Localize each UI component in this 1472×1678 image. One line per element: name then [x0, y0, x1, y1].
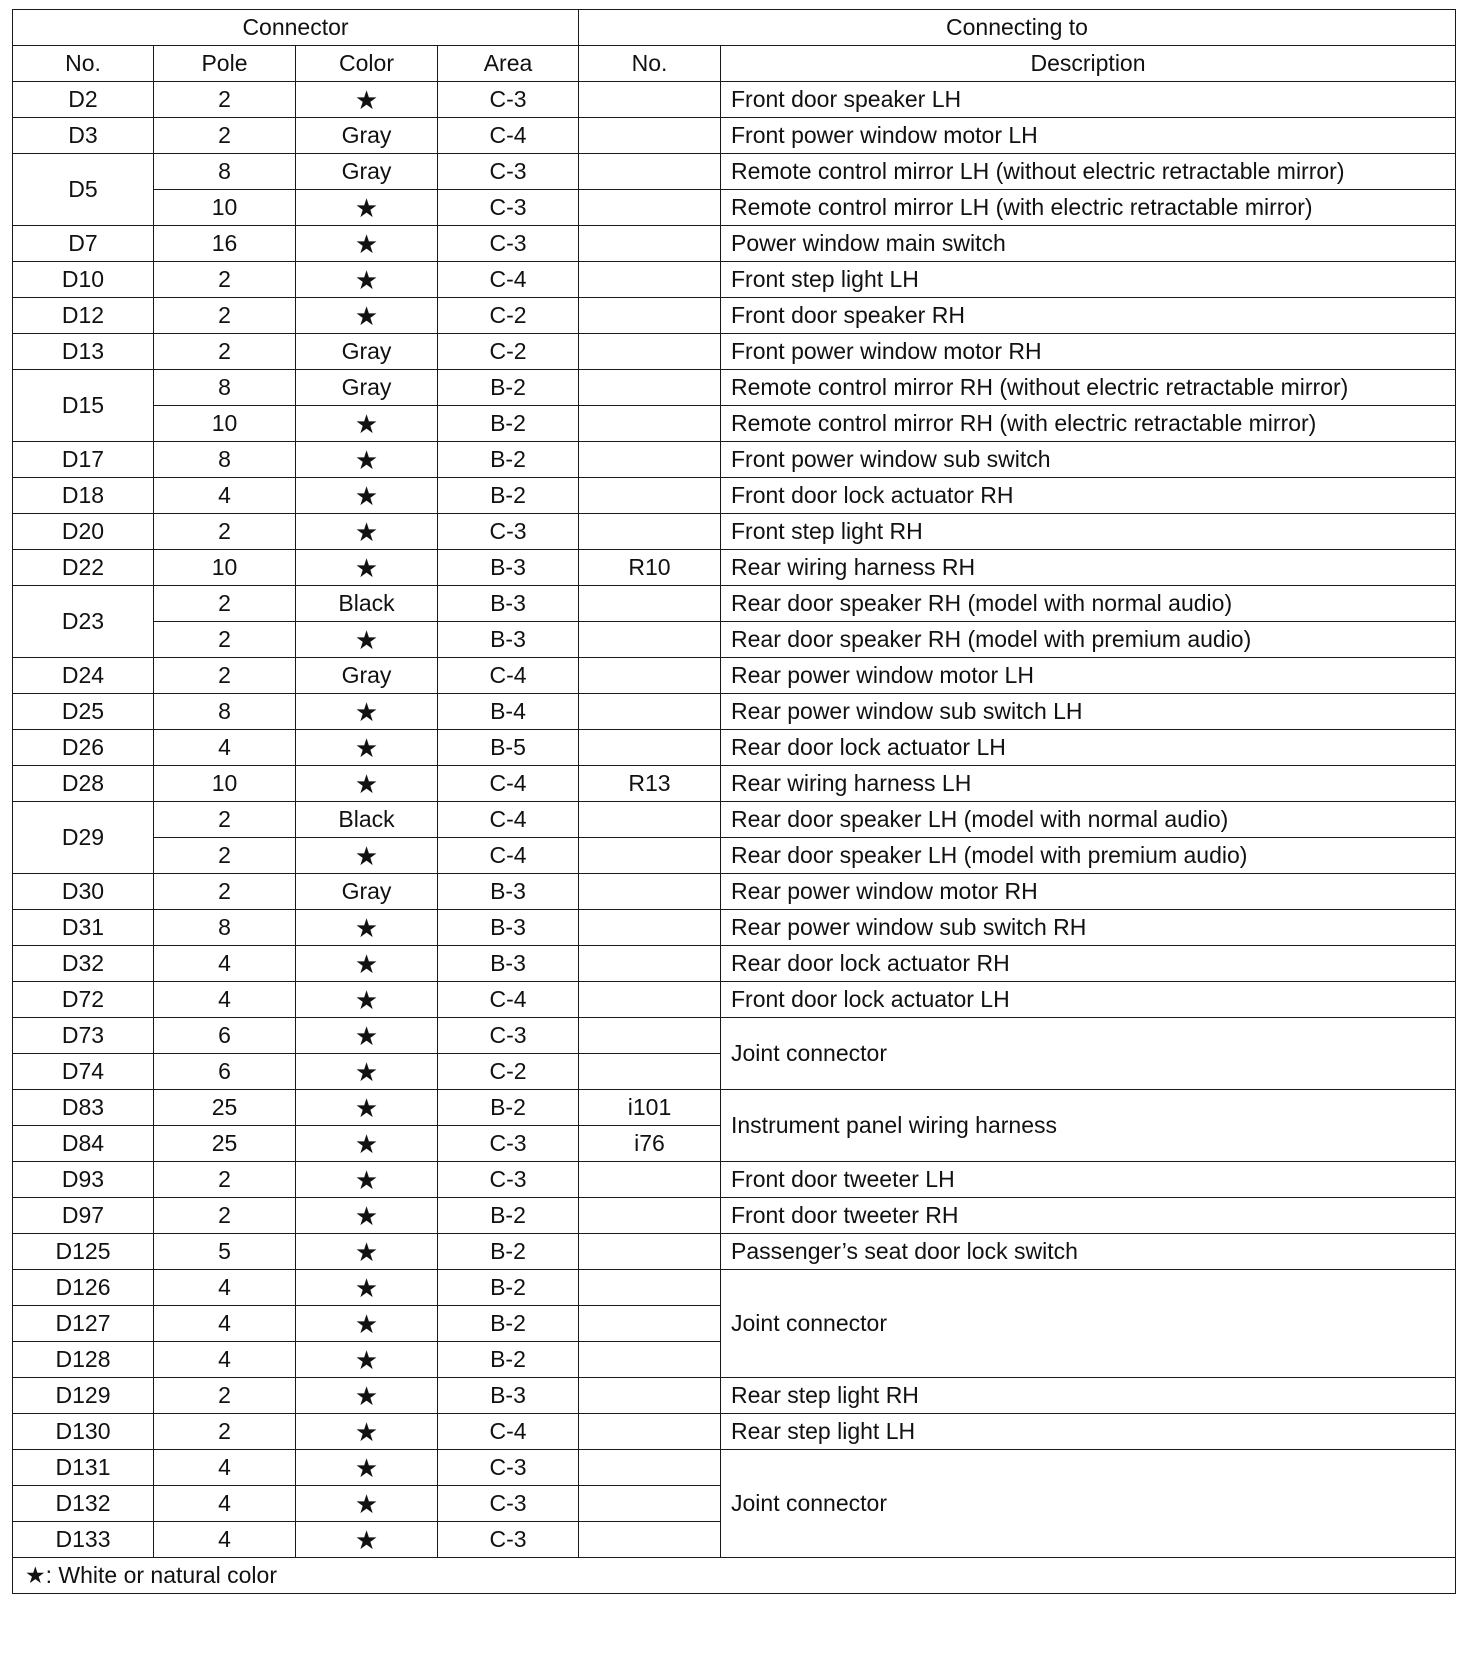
area-cell: C-3: [438, 82, 579, 118]
header-color: Color: [296, 46, 438, 82]
color-cell: ★: [296, 1162, 438, 1198]
area-cell: B-3: [438, 586, 579, 622]
color-cell: ★: [296, 982, 438, 1018]
color-cell: ★: [296, 1270, 438, 1306]
color-cell: ★: [296, 1306, 438, 1342]
connector-no-cell: D18: [13, 478, 154, 514]
pole-cell: 2: [154, 334, 296, 370]
header-connecting-no: No.: [579, 46, 721, 82]
description-cell: Rear wiring harness RH: [721, 550, 1456, 586]
connecting-no-cell: [579, 1234, 721, 1270]
table-row: [13, 586, 1456, 622]
color-cell: ★: [296, 1054, 438, 1090]
area-cell: C-4: [438, 838, 579, 874]
area-cell: B-3: [438, 910, 579, 946]
table-row: [13, 1270, 1456, 1306]
table-row: [13, 802, 1456, 838]
pole-cell: 10: [154, 550, 296, 586]
pole-cell: 8: [154, 910, 296, 946]
table-row: [13, 334, 1456, 370]
description-cell: Front door tweeter RH: [721, 1198, 1456, 1234]
color-cell: ★: [296, 262, 438, 298]
connector-no-cell: D24: [13, 658, 154, 694]
pole-cell: 10: [154, 406, 296, 442]
connecting-no-cell: [579, 118, 721, 154]
pole-cell: 4: [154, 1450, 296, 1486]
connector-no-cell: D133: [13, 1522, 154, 1558]
description-cell: Front door lock actuator LH: [721, 982, 1456, 1018]
connecting-no-cell: [579, 1414, 721, 1450]
connector-no-cell: D12: [13, 298, 154, 334]
header-pole: Pole: [154, 46, 296, 82]
connector-no-cell: D130: [13, 1414, 154, 1450]
description-cell: Remote control mirror LH (without electric retractable mirror): [721, 154, 1456, 190]
connector-no-cell: D126: [13, 1270, 154, 1306]
connecting-no-cell: [579, 946, 721, 982]
pole-cell: 4: [154, 730, 296, 766]
area-cell: C-3: [438, 1486, 579, 1522]
table-row: [13, 1090, 1456, 1126]
pole-cell: 25: [154, 1126, 296, 1162]
table-row: [13, 226, 1456, 262]
pole-cell: 16: [154, 226, 296, 262]
connector-no-cell: D97: [13, 1198, 154, 1234]
color-cell: ★: [296, 622, 438, 658]
header-no: No.: [13, 46, 154, 82]
area-cell: B-2: [438, 1090, 579, 1126]
color-cell: ★: [296, 406, 438, 442]
area-cell: C-2: [438, 334, 579, 370]
color-cell: Black: [296, 802, 438, 838]
area-cell: C-4: [438, 802, 579, 838]
connector-no-cell: D32: [13, 946, 154, 982]
area-cell: B-3: [438, 622, 579, 658]
area-cell: C-2: [438, 1054, 579, 1090]
connecting-no-cell: [579, 1018, 721, 1054]
connector-no-cell: D30: [13, 874, 154, 910]
color-cell: ★: [296, 1198, 438, 1234]
description-cell: Rear power window sub switch RH: [721, 910, 1456, 946]
description-cell: Joint connector: [721, 1450, 1456, 1558]
area-cell: C-3: [438, 1126, 579, 1162]
area-cell: C-4: [438, 766, 579, 802]
area-cell: C-4: [438, 658, 579, 694]
table-row: [13, 1378, 1456, 1414]
connecting-no-cell: [579, 730, 721, 766]
header-description: Description: [721, 46, 1456, 82]
table-row: [13, 838, 1456, 874]
description-cell: Front power window motor LH: [721, 118, 1456, 154]
area-cell: B-2: [438, 1198, 579, 1234]
connecting-no-cell: [579, 190, 721, 226]
connector-no-cell: D125: [13, 1234, 154, 1270]
connector-no-cell: D74: [13, 1054, 154, 1090]
table-row: [13, 514, 1456, 550]
table-row: [13, 622, 1456, 658]
pole-cell: 8: [154, 694, 296, 730]
connecting-no-cell: [579, 1522, 721, 1558]
header-area: Area: [438, 46, 579, 82]
table-row: [13, 370, 1456, 406]
area-cell: B-3: [438, 946, 579, 982]
description-cell: Remote control mirror RH (with electric retractable mirror): [721, 406, 1456, 442]
area-cell: B-2: [438, 1270, 579, 1306]
pole-cell: 10: [154, 766, 296, 802]
description-cell: Remote control mirror RH (without electric retractable mirror): [721, 370, 1456, 406]
area-cell: B-3: [438, 550, 579, 586]
connector-no-cell: D72: [13, 982, 154, 1018]
description-cell: Front step light LH: [721, 262, 1456, 298]
description-cell: Front door speaker LH: [721, 82, 1456, 118]
pole-cell: 2: [154, 802, 296, 838]
color-cell: ★: [296, 946, 438, 982]
connecting-no-cell: [579, 154, 721, 190]
area-cell: C-4: [438, 982, 579, 1018]
description-cell: Joint connector: [721, 1270, 1456, 1378]
connecting-no-cell: [579, 982, 721, 1018]
table-row: [13, 1414, 1456, 1450]
connector-no-cell: D83: [13, 1090, 154, 1126]
connector-no-cell: D2: [13, 82, 154, 118]
area-cell: B-3: [438, 1378, 579, 1414]
connector-no-cell: D15: [13, 370, 154, 442]
color-cell: ★: [296, 1378, 438, 1414]
description-cell: Rear step light RH: [721, 1378, 1456, 1414]
area-cell: C-3: [438, 190, 579, 226]
pole-cell: 2: [154, 622, 296, 658]
connecting-no-cell: [579, 226, 721, 262]
pole-cell: 2: [154, 1414, 296, 1450]
color-cell: ★: [296, 226, 438, 262]
pole-cell: 2: [154, 1198, 296, 1234]
connecting-no-cell: [579, 694, 721, 730]
color-cell: ★: [296, 694, 438, 730]
color-cell: Gray: [296, 370, 438, 406]
area-cell: C-3: [438, 226, 579, 262]
color-cell: ★: [296, 1090, 438, 1126]
pole-cell: 4: [154, 982, 296, 1018]
color-cell: Gray: [296, 334, 438, 370]
connecting-no-cell: [579, 370, 721, 406]
table-row: [13, 1018, 1456, 1054]
color-cell: ★: [296, 514, 438, 550]
pole-cell: 2: [154, 838, 296, 874]
color-cell: ★: [296, 766, 438, 802]
table-row: [13, 1162, 1456, 1198]
description-cell: Remote control mirror LH (with electric retractable mirror): [721, 190, 1456, 226]
pole-cell: 2: [154, 874, 296, 910]
color-cell: ★: [296, 730, 438, 766]
connector-no-cell: D93: [13, 1162, 154, 1198]
table-row: [13, 262, 1456, 298]
pole-cell: 2: [154, 82, 296, 118]
connector-no-cell: D132: [13, 1486, 154, 1522]
area-cell: C-3: [438, 1018, 579, 1054]
connector-no-cell: D25: [13, 694, 154, 730]
pole-cell: 10: [154, 190, 296, 226]
color-cell: ★: [296, 1522, 438, 1558]
connecting-no-cell: [579, 406, 721, 442]
color-cell: ★: [296, 1342, 438, 1378]
connector-no-cell: D26: [13, 730, 154, 766]
connector-no-cell: D128: [13, 1342, 154, 1378]
table-row: [13, 694, 1456, 730]
pole-cell: 2: [154, 514, 296, 550]
table-row: [13, 766, 1456, 802]
connecting-no-cell: i76: [579, 1126, 721, 1162]
description-cell: Rear door speaker RH (model with premium audio): [721, 622, 1456, 658]
table-row: [13, 730, 1456, 766]
table-row: [13, 442, 1456, 478]
connecting-no-cell: [579, 1270, 721, 1306]
table-row: [13, 154, 1456, 190]
pole-cell: 4: [154, 946, 296, 982]
description-cell: Rear door lock actuator RH: [721, 946, 1456, 982]
table-row: [13, 1234, 1456, 1270]
color-cell: ★: [296, 838, 438, 874]
pole-cell: 2: [154, 118, 296, 154]
connecting-no-cell: [579, 1450, 721, 1486]
area-cell: C-4: [438, 262, 579, 298]
color-cell: ★: [296, 910, 438, 946]
header-connecting-to: Connecting to: [579, 10, 1456, 46]
table-row: [13, 298, 1456, 334]
table-row: [13, 550, 1456, 586]
connector-no-cell: D13: [13, 334, 154, 370]
pole-cell: 6: [154, 1054, 296, 1090]
connecting-no-cell: [579, 1054, 721, 1090]
connecting-no-cell: [579, 910, 721, 946]
legend-note: ★: White or natural color: [13, 1558, 1456, 1594]
color-cell: ★: [296, 1126, 438, 1162]
color-cell: ★: [296, 442, 438, 478]
pole-cell: 4: [154, 1270, 296, 1306]
area-cell: C-3: [438, 154, 579, 190]
description-cell: Rear door lock actuator LH: [721, 730, 1456, 766]
description-cell: Rear wiring harness LH: [721, 766, 1456, 802]
area-cell: C-4: [438, 118, 579, 154]
description-cell: Rear power window motor RH: [721, 874, 1456, 910]
connector-no-cell: D73: [13, 1018, 154, 1054]
table-row: [13, 118, 1456, 154]
description-cell: Rear door speaker LH (model with premium audio): [721, 838, 1456, 874]
area-cell: C-2: [438, 298, 579, 334]
table-row: [13, 658, 1456, 694]
area-cell: C-3: [438, 1522, 579, 1558]
table-row: [13, 874, 1456, 910]
area-cell: B-2: [438, 370, 579, 406]
color-cell: ★: [296, 1018, 438, 1054]
connecting-no-cell: [579, 874, 721, 910]
color-cell: ★: [296, 1414, 438, 1450]
connecting-no-cell: [579, 514, 721, 550]
pole-cell: 6: [154, 1018, 296, 1054]
pole-cell: 2: [154, 1378, 296, 1414]
area-cell: B-2: [438, 1342, 579, 1378]
connector-no-cell: D17: [13, 442, 154, 478]
table-row: [13, 910, 1456, 946]
color-cell: ★: [296, 298, 438, 334]
connector-no-cell: D28: [13, 766, 154, 802]
connecting-no-cell: [579, 622, 721, 658]
color-cell: ★: [296, 1450, 438, 1486]
area-cell: C-4: [438, 1414, 579, 1450]
pole-cell: 25: [154, 1090, 296, 1126]
description-cell: Front door tweeter LH: [721, 1162, 1456, 1198]
connecting-no-cell: [579, 298, 721, 334]
color-cell: ★: [296, 478, 438, 514]
pole-cell: 2: [154, 298, 296, 334]
connector-no-cell: D129: [13, 1378, 154, 1414]
description-cell: Passenger’s seat door lock switch: [721, 1234, 1456, 1270]
color-cell: ★: [296, 190, 438, 226]
color-cell: Gray: [296, 118, 438, 154]
connecting-no-cell: R10: [579, 550, 721, 586]
connector-no-cell: D7: [13, 226, 154, 262]
area-cell: B-4: [438, 694, 579, 730]
pole-cell: 8: [154, 442, 296, 478]
area-cell: C-3: [438, 1450, 579, 1486]
connecting-no-cell: [579, 1486, 721, 1522]
description-cell: Rear power window motor LH: [721, 658, 1456, 694]
color-cell: Gray: [296, 874, 438, 910]
connector-no-cell: D131: [13, 1450, 154, 1486]
description-cell: Rear step light LH: [721, 1414, 1456, 1450]
pole-cell: 4: [154, 478, 296, 514]
description-cell: Front step light RH: [721, 514, 1456, 550]
color-cell: Black: [296, 586, 438, 622]
connecting-no-cell: [579, 262, 721, 298]
description-cell: Front door speaker RH: [721, 298, 1456, 334]
area-cell: B-5: [438, 730, 579, 766]
connecting-no-cell: [579, 1342, 721, 1378]
connecting-no-cell: [579, 1378, 721, 1414]
connecting-no-cell: R13: [579, 766, 721, 802]
area-cell: C-3: [438, 514, 579, 550]
color-cell: ★: [296, 1486, 438, 1522]
color-cell: ★: [296, 550, 438, 586]
connector-no-cell: D29: [13, 802, 154, 874]
pole-cell: 8: [154, 154, 296, 190]
connecting-no-cell: [579, 838, 721, 874]
description-cell: Rear door speaker LH (model with normal audio): [721, 802, 1456, 838]
description-cell: Rear door speaker RH (model with normal audio): [721, 586, 1456, 622]
connecting-no-cell: [579, 586, 721, 622]
connector-no-cell: D10: [13, 262, 154, 298]
connector-no-cell: D23: [13, 586, 154, 658]
connecting-no-cell: [579, 442, 721, 478]
table-row: [13, 946, 1456, 982]
description-cell: Power window main switch: [721, 226, 1456, 262]
description-cell: Front door lock actuator RH: [721, 478, 1456, 514]
table-row: [13, 478, 1456, 514]
connecting-no-cell: [579, 1198, 721, 1234]
legend-row: [13, 1558, 1456, 1594]
connecting-no-cell: [579, 802, 721, 838]
connector-no-cell: D20: [13, 514, 154, 550]
pole-cell: 5: [154, 1234, 296, 1270]
color-cell: Gray: [296, 154, 438, 190]
area-cell: B-2: [438, 478, 579, 514]
pole-cell: 4: [154, 1522, 296, 1558]
pole-cell: 2: [154, 658, 296, 694]
connecting-no-cell: [579, 1306, 721, 1342]
connector-no-cell: D84: [13, 1126, 154, 1162]
pole-cell: 2: [154, 586, 296, 622]
table-row: [13, 190, 1456, 226]
table-row: [13, 982, 1456, 1018]
area-cell: B-3: [438, 874, 579, 910]
description-cell: Instrument panel wiring harness: [721, 1090, 1456, 1162]
description-cell: Rear power window sub switch LH: [721, 694, 1456, 730]
connector-no-cell: D3: [13, 118, 154, 154]
color-cell: Gray: [296, 658, 438, 694]
area-cell: B-2: [438, 1234, 579, 1270]
connecting-no-cell: [579, 658, 721, 694]
connecting-no-cell: [579, 478, 721, 514]
table-row: [13, 1450, 1456, 1486]
color-cell: ★: [296, 1234, 438, 1270]
connector-no-cell: D127: [13, 1306, 154, 1342]
connector-no-cell: D5: [13, 154, 154, 226]
header-connector: Connector: [13, 10, 579, 46]
table-row: [13, 406, 1456, 442]
description-cell: Front power window sub switch: [721, 442, 1456, 478]
description-cell: Joint connector: [721, 1018, 1456, 1090]
connecting-no-cell: [579, 82, 721, 118]
description-cell: Front power window motor RH: [721, 334, 1456, 370]
pole-cell: 4: [154, 1486, 296, 1522]
connecting-no-cell: i101: [579, 1090, 721, 1126]
connector-no-cell: D31: [13, 910, 154, 946]
table-row: [13, 82, 1456, 118]
connecting-no-cell: [579, 1162, 721, 1198]
area-cell: B-2: [438, 406, 579, 442]
connector-table: [12, 9, 1456, 1594]
pole-cell: 4: [154, 1306, 296, 1342]
connecting-no-cell: [579, 334, 721, 370]
pole-cell: 8: [154, 370, 296, 406]
color-cell: ★: [296, 82, 438, 118]
connector-no-cell: D22: [13, 550, 154, 586]
pole-cell: 2: [154, 1162, 296, 1198]
table-row: [13, 1198, 1456, 1234]
area-cell: B-2: [438, 1306, 579, 1342]
pole-cell: 2: [154, 262, 296, 298]
pole-cell: 4: [154, 1342, 296, 1378]
area-cell: B-2: [438, 442, 579, 478]
area-cell: C-3: [438, 1162, 579, 1198]
